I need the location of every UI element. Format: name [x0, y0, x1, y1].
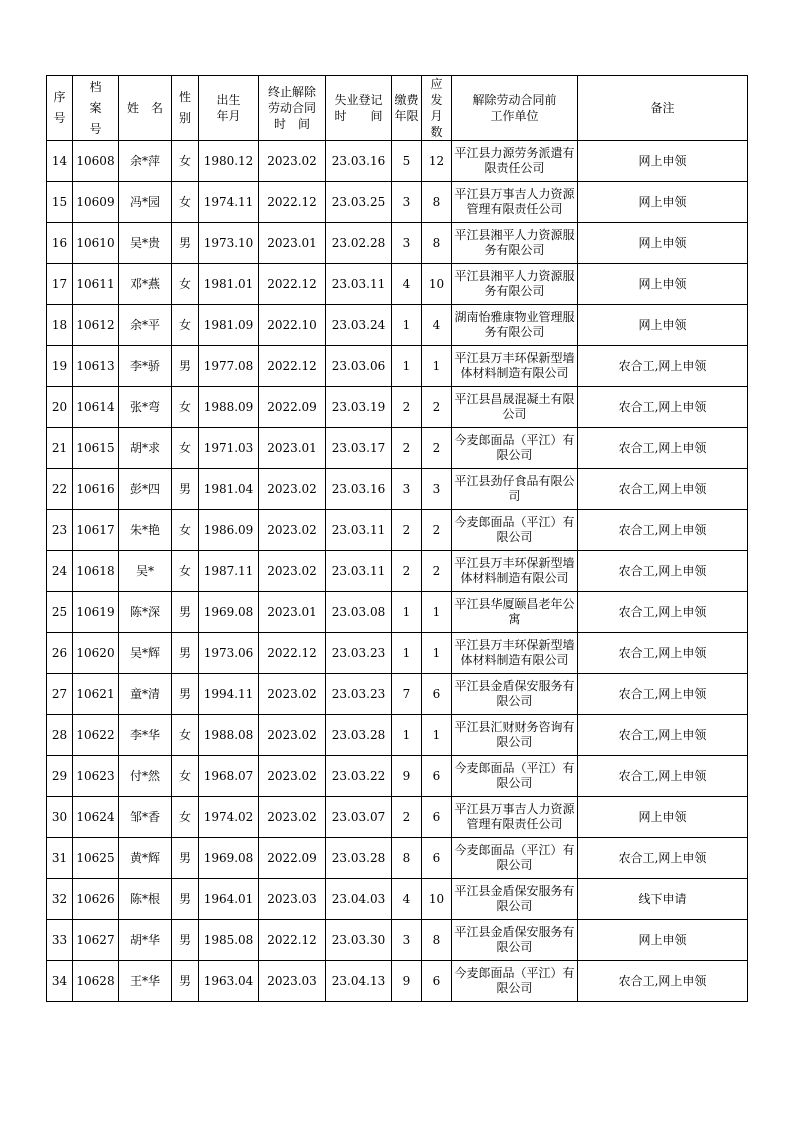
- cell-pay-years: 3: [392, 920, 422, 961]
- cell-gender: 女: [172, 141, 199, 182]
- cell-name: 彭*四: [119, 469, 172, 510]
- cell-birth: 1973.10: [199, 223, 259, 264]
- cell-seq: 15: [47, 182, 73, 223]
- cell-file-no: 10620: [73, 633, 119, 674]
- cell-file-no: 10610: [73, 223, 119, 264]
- cell-gender: 女: [172, 305, 199, 346]
- cell-pay-years: 2: [392, 428, 422, 469]
- cell-months: 8: [422, 223, 452, 264]
- cell-remark: 农合工,网上申领: [578, 674, 748, 715]
- table-body: [47, 141, 748, 1002]
- table-row: [47, 592, 748, 633]
- header-terminate: 终止解除 劳动合同 时 间: [259, 76, 326, 141]
- cell-remark: 农合工,网上申领: [578, 715, 748, 756]
- cell-register: 23.03.30: [326, 920, 392, 961]
- cell-gender: 女: [172, 756, 199, 797]
- cell-gender: 男: [172, 633, 199, 674]
- cell-birth: 1987.11: [199, 551, 259, 592]
- cell-terminate: 2023.02: [259, 756, 326, 797]
- cell-unit: 平江县昌晟混凝土有限公司: [452, 387, 578, 428]
- cell-birth: 1964.01: [199, 879, 259, 920]
- cell-terminate: 2022.12: [259, 920, 326, 961]
- cell-seq: 32: [47, 879, 73, 920]
- cell-register: 23.03.07: [326, 797, 392, 838]
- cell-name: 童*清: [119, 674, 172, 715]
- cell-register: 23.03.28: [326, 838, 392, 879]
- cell-seq: 30: [47, 797, 73, 838]
- cell-remark: 农合工,网上申领: [578, 469, 748, 510]
- cell-unit: 平江县金盾保安服务有限公司: [452, 674, 578, 715]
- cell-terminate: 2022.10: [259, 305, 326, 346]
- header-register: 失业登记 时 间: [326, 76, 392, 141]
- table-row: [47, 387, 748, 428]
- cell-unit: 平江县万事吉人力资源管理有限责任公司: [452, 797, 578, 838]
- header-birth: 出生 年月: [199, 76, 259, 141]
- cell-register: 23.04.13: [326, 961, 392, 1002]
- cell-file-no: 10625: [73, 838, 119, 879]
- cell-gender: 男: [172, 346, 199, 387]
- cell-months: 10: [422, 879, 452, 920]
- cell-months: 2: [422, 428, 452, 469]
- cell-file-no: 10624: [73, 797, 119, 838]
- cell-birth: 1986.09: [199, 510, 259, 551]
- cell-seq: 24: [47, 551, 73, 592]
- table-row: [47, 879, 748, 920]
- cell-terminate: 2022.12: [259, 346, 326, 387]
- cell-unit: 平江县劲仔食品有限公司: [452, 469, 578, 510]
- cell-gender: 男: [172, 961, 199, 1002]
- cell-pay-years: 1: [392, 305, 422, 346]
- cell-months: 6: [422, 674, 452, 715]
- cell-months: 1: [422, 633, 452, 674]
- table-row: [47, 223, 748, 264]
- cell-name: 吴*辉: [119, 633, 172, 674]
- cell-gender: 女: [172, 387, 199, 428]
- cell-pay-years: 2: [392, 510, 422, 551]
- cell-pay-years: 3: [392, 223, 422, 264]
- cell-seq: 23: [47, 510, 73, 551]
- cell-seq: 28: [47, 715, 73, 756]
- header-remark: 备注: [578, 76, 748, 141]
- cell-pay-years: 2: [392, 387, 422, 428]
- cell-pay-years: 1: [392, 715, 422, 756]
- cell-birth: 1988.08: [199, 715, 259, 756]
- table-row: [47, 182, 748, 223]
- cell-unit: 今麦郎面品（平江）有限公司: [452, 838, 578, 879]
- cell-remark: 网上申领: [578, 920, 748, 961]
- header-pay-years: 缴费 年限: [392, 76, 422, 141]
- cell-unit: 今麦郎面品（平江）有限公司: [452, 510, 578, 551]
- cell-remark: 农合工,网上申领: [578, 510, 748, 551]
- cell-unit: 平江县万丰环保新型墙体材料制造有限公司: [452, 346, 578, 387]
- header-row: [47, 76, 748, 141]
- cell-remark: 农合工,网上申领: [578, 592, 748, 633]
- cell-file-no: 10608: [73, 141, 119, 182]
- cell-birth: 1994.11: [199, 674, 259, 715]
- table-row: [47, 428, 748, 469]
- cell-remark: 农合工,网上申领: [578, 961, 748, 1002]
- cell-unit: 平江县万丰环保新型墙体材料制造有限公司: [452, 551, 578, 592]
- cell-seq: 18: [47, 305, 73, 346]
- cell-register: 23.03.11: [326, 264, 392, 305]
- cell-pay-years: 3: [392, 182, 422, 223]
- cell-birth: 1981.04: [199, 469, 259, 510]
- cell-unit: 平江县金盾保安服务有限公司: [452, 920, 578, 961]
- cell-name: 黄*辉: [119, 838, 172, 879]
- table-row: [47, 264, 748, 305]
- cell-remark: 农合工,网上申领: [578, 428, 748, 469]
- cell-terminate: 2023.02: [259, 469, 326, 510]
- cell-months: 6: [422, 756, 452, 797]
- cell-gender: 男: [172, 879, 199, 920]
- cell-months: 2: [422, 387, 452, 428]
- cell-seq: 20: [47, 387, 73, 428]
- cell-seq: 34: [47, 961, 73, 1002]
- cell-name: 余*萍: [119, 141, 172, 182]
- cell-months: 3: [422, 469, 452, 510]
- cell-terminate: 2023.03: [259, 961, 326, 1002]
- cell-terminate: 2022.12: [259, 182, 326, 223]
- cell-terminate: 2023.02: [259, 674, 326, 715]
- cell-file-no: 10627: [73, 920, 119, 961]
- cell-terminate: 2023.02: [259, 141, 326, 182]
- cell-pay-years: 4: [392, 879, 422, 920]
- table-row: [47, 838, 748, 879]
- cell-gender: 女: [172, 797, 199, 838]
- table-row: [47, 961, 748, 1002]
- cell-file-no: 10613: [73, 346, 119, 387]
- cell-months: 8: [422, 920, 452, 961]
- table-row: [47, 756, 748, 797]
- cell-register: 23.03.08: [326, 592, 392, 633]
- header-unit: 解除劳动合同前 工作单位: [452, 76, 578, 141]
- cell-unit: 今麦郎面品（平江）有限公司: [452, 756, 578, 797]
- cell-months: 6: [422, 961, 452, 1002]
- cell-file-no: 10612: [73, 305, 119, 346]
- table-row: [47, 674, 748, 715]
- cell-pay-years: 1: [392, 633, 422, 674]
- cell-gender: 女: [172, 264, 199, 305]
- cell-seq: 25: [47, 592, 73, 633]
- cell-months: 6: [422, 797, 452, 838]
- cell-remark: 网上申领: [578, 305, 748, 346]
- header-file-no: 档 案 号: [73, 76, 119, 141]
- cell-terminate: 2023.01: [259, 592, 326, 633]
- cell-name: 胡*求: [119, 428, 172, 469]
- cell-birth: 1981.09: [199, 305, 259, 346]
- cell-unit: 今麦郎面品（平江）有限公司: [452, 961, 578, 1002]
- cell-name: 朱*艳: [119, 510, 172, 551]
- cell-pay-years: 1: [392, 592, 422, 633]
- cell-months: 1: [422, 592, 452, 633]
- cell-months: 2: [422, 510, 452, 551]
- cell-register: 23.03.22: [326, 756, 392, 797]
- cell-name: 余*平: [119, 305, 172, 346]
- cell-file-no: 10617: [73, 510, 119, 551]
- cell-terminate: 2022.09: [259, 387, 326, 428]
- cell-pay-years: 9: [392, 961, 422, 1002]
- cell-gender: 男: [172, 592, 199, 633]
- cell-months: 1: [422, 715, 452, 756]
- cell-unit: 平江县万丰环保新型墙体材料制造有限公司: [452, 633, 578, 674]
- cell-register: 23.03.16: [326, 469, 392, 510]
- cell-birth: 1973.06: [199, 633, 259, 674]
- cell-terminate: 2023.01: [259, 223, 326, 264]
- cell-name: 王*华: [119, 961, 172, 1002]
- cell-pay-years: 4: [392, 264, 422, 305]
- cell-unit: 平江县汇财财务咨询有限公司: [452, 715, 578, 756]
- cell-unit: 平江县金盾保安服务有限公司: [452, 879, 578, 920]
- cell-name: 冯*园: [119, 182, 172, 223]
- cell-register: 23.03.16: [326, 141, 392, 182]
- cell-remark: 农合工,网上申领: [578, 633, 748, 674]
- cell-name: 李*华: [119, 715, 172, 756]
- cell-terminate: 2022.09: [259, 838, 326, 879]
- table-row: [47, 551, 748, 592]
- cell-terminate: 2023.02: [259, 510, 326, 551]
- cell-birth: 1963.04: [199, 961, 259, 1002]
- table-row: [47, 715, 748, 756]
- cell-gender: 男: [172, 223, 199, 264]
- cell-register: 23.03.25: [326, 182, 392, 223]
- cell-register: 23.03.23: [326, 674, 392, 715]
- cell-seq: 19: [47, 346, 73, 387]
- cell-birth: 1981.01: [199, 264, 259, 305]
- cell-pay-years: 1: [392, 346, 422, 387]
- cell-gender: 女: [172, 510, 199, 551]
- cell-unit: 湖南怡雅康物业管理服务有限公司: [452, 305, 578, 346]
- cell-unit: 今麦郎面品（平江）有限公司: [452, 428, 578, 469]
- cell-register: 23.02.28: [326, 223, 392, 264]
- cell-birth: 1971.03: [199, 428, 259, 469]
- cell-pay-years: 3: [392, 469, 422, 510]
- cell-register: 23.03.11: [326, 510, 392, 551]
- cell-file-no: 10628: [73, 961, 119, 1002]
- cell-register: 23.03.06: [326, 346, 392, 387]
- table-row: [47, 920, 748, 961]
- cell-remark: 农合工,网上申领: [578, 756, 748, 797]
- cell-name: 胡*华: [119, 920, 172, 961]
- cell-seq: 21: [47, 428, 73, 469]
- cell-seq: 31: [47, 838, 73, 879]
- cell-name: 邹*香: [119, 797, 172, 838]
- cell-birth: 1968.07: [199, 756, 259, 797]
- cell-pay-years: 7: [392, 674, 422, 715]
- cell-terminate: 2022.12: [259, 633, 326, 674]
- cell-unit: 平江县湘平人力资源服务有限公司: [452, 264, 578, 305]
- cell-terminate: 2023.03: [259, 879, 326, 920]
- unemployment-benefit-table: [46, 75, 748, 1002]
- cell-remark: 网上申领: [578, 223, 748, 264]
- cell-file-no: 10614: [73, 387, 119, 428]
- cell-file-no: 10611: [73, 264, 119, 305]
- cell-seq: 16: [47, 223, 73, 264]
- cell-terminate: 2023.02: [259, 715, 326, 756]
- cell-file-no: 10615: [73, 428, 119, 469]
- cell-remark: 网上申领: [578, 797, 748, 838]
- cell-unit: 平江县湘平人力资源服务有限公司: [452, 223, 578, 264]
- cell-file-no: 10618: [73, 551, 119, 592]
- cell-months: 1: [422, 346, 452, 387]
- header-seq: 序 号: [47, 76, 73, 141]
- cell-file-no: 10619: [73, 592, 119, 633]
- cell-register: 23.03.19: [326, 387, 392, 428]
- cell-seq: 26: [47, 633, 73, 674]
- table-row: [47, 141, 748, 182]
- cell-birth: 1969.08: [199, 592, 259, 633]
- table-row: [47, 346, 748, 387]
- cell-gender: 女: [172, 551, 199, 592]
- cell-register: 23.03.11: [326, 551, 392, 592]
- cell-name: 陈*根: [119, 879, 172, 920]
- cell-remark: 网上申领: [578, 141, 748, 182]
- cell-seq: 33: [47, 920, 73, 961]
- cell-unit: 平江县万事吉人力资源管理有限责任公司: [452, 182, 578, 223]
- cell-gender: 女: [172, 715, 199, 756]
- cell-birth: 1980.12: [199, 141, 259, 182]
- cell-seq: 17: [47, 264, 73, 305]
- cell-seq: 22: [47, 469, 73, 510]
- cell-birth: 1988.09: [199, 387, 259, 428]
- table-row: [47, 797, 748, 838]
- table-row: [47, 633, 748, 674]
- cell-register: 23.03.28: [326, 715, 392, 756]
- cell-seq: 14: [47, 141, 73, 182]
- cell-remark: 网上申领: [578, 182, 748, 223]
- cell-file-no: 10622: [73, 715, 119, 756]
- cell-name: 吴*: [119, 551, 172, 592]
- cell-remark: 农合工,网上申领: [578, 346, 748, 387]
- cell-remark: 网上申领: [578, 264, 748, 305]
- table-row: [47, 305, 748, 346]
- cell-months: 4: [422, 305, 452, 346]
- cell-remark: 线下申请: [578, 879, 748, 920]
- cell-birth: 1977.08: [199, 346, 259, 387]
- cell-pay-years: 9: [392, 756, 422, 797]
- cell-months: 12: [422, 141, 452, 182]
- cell-pay-years: 8: [392, 838, 422, 879]
- cell-seq: 29: [47, 756, 73, 797]
- cell-unit: 平江县华厦颐昌老年公寓: [452, 592, 578, 633]
- cell-name: 陈*深: [119, 592, 172, 633]
- cell-file-no: 10623: [73, 756, 119, 797]
- cell-terminate: 2023.01: [259, 428, 326, 469]
- header-months: 应 发 月 数: [422, 76, 452, 141]
- cell-gender: 女: [172, 428, 199, 469]
- cell-name: 张*弯: [119, 387, 172, 428]
- cell-gender: 男: [172, 920, 199, 961]
- cell-file-no: 10616: [73, 469, 119, 510]
- cell-gender: 男: [172, 838, 199, 879]
- cell-remark: 农合工,网上申领: [578, 387, 748, 428]
- cell-terminate: 2023.02: [259, 551, 326, 592]
- cell-terminate: 2022.12: [259, 264, 326, 305]
- cell-register: 23.03.17: [326, 428, 392, 469]
- cell-gender: 男: [172, 469, 199, 510]
- cell-birth: 1969.08: [199, 838, 259, 879]
- cell-remark: 农合工,网上申领: [578, 838, 748, 879]
- cell-birth: 1985.08: [199, 920, 259, 961]
- cell-register: 23.03.24: [326, 305, 392, 346]
- cell-terminate: 2023.02: [259, 797, 326, 838]
- cell-name: 付*然: [119, 756, 172, 797]
- table-row: [47, 510, 748, 551]
- cell-seq: 27: [47, 674, 73, 715]
- cell-name: 吴*贵: [119, 223, 172, 264]
- cell-birth: 1974.02: [199, 797, 259, 838]
- cell-months: 8: [422, 182, 452, 223]
- cell-months: 10: [422, 264, 452, 305]
- cell-register: 23.04.03: [326, 879, 392, 920]
- cell-file-no: 10626: [73, 879, 119, 920]
- cell-name: 邓*燕: [119, 264, 172, 305]
- cell-birth: 1974.11: [199, 182, 259, 223]
- cell-pay-years: 2: [392, 797, 422, 838]
- cell-gender: 女: [172, 182, 199, 223]
- cell-pay-years: 2: [392, 551, 422, 592]
- cell-file-no: 10621: [73, 674, 119, 715]
- cell-register: 23.03.23: [326, 633, 392, 674]
- table-row: [47, 469, 748, 510]
- cell-months: 6: [422, 838, 452, 879]
- cell-months: 2: [422, 551, 452, 592]
- cell-name: 李*骄: [119, 346, 172, 387]
- cell-remark: 农合工,网上申领: [578, 551, 748, 592]
- cell-pay-years: 5: [392, 141, 422, 182]
- header-name: 姓 名: [119, 76, 172, 141]
- header-gender: 性 别: [172, 76, 199, 141]
- cell-file-no: 10609: [73, 182, 119, 223]
- cell-unit: 平江县力源劳务派遣有限责任公司: [452, 141, 578, 182]
- cell-gender: 男: [172, 674, 199, 715]
